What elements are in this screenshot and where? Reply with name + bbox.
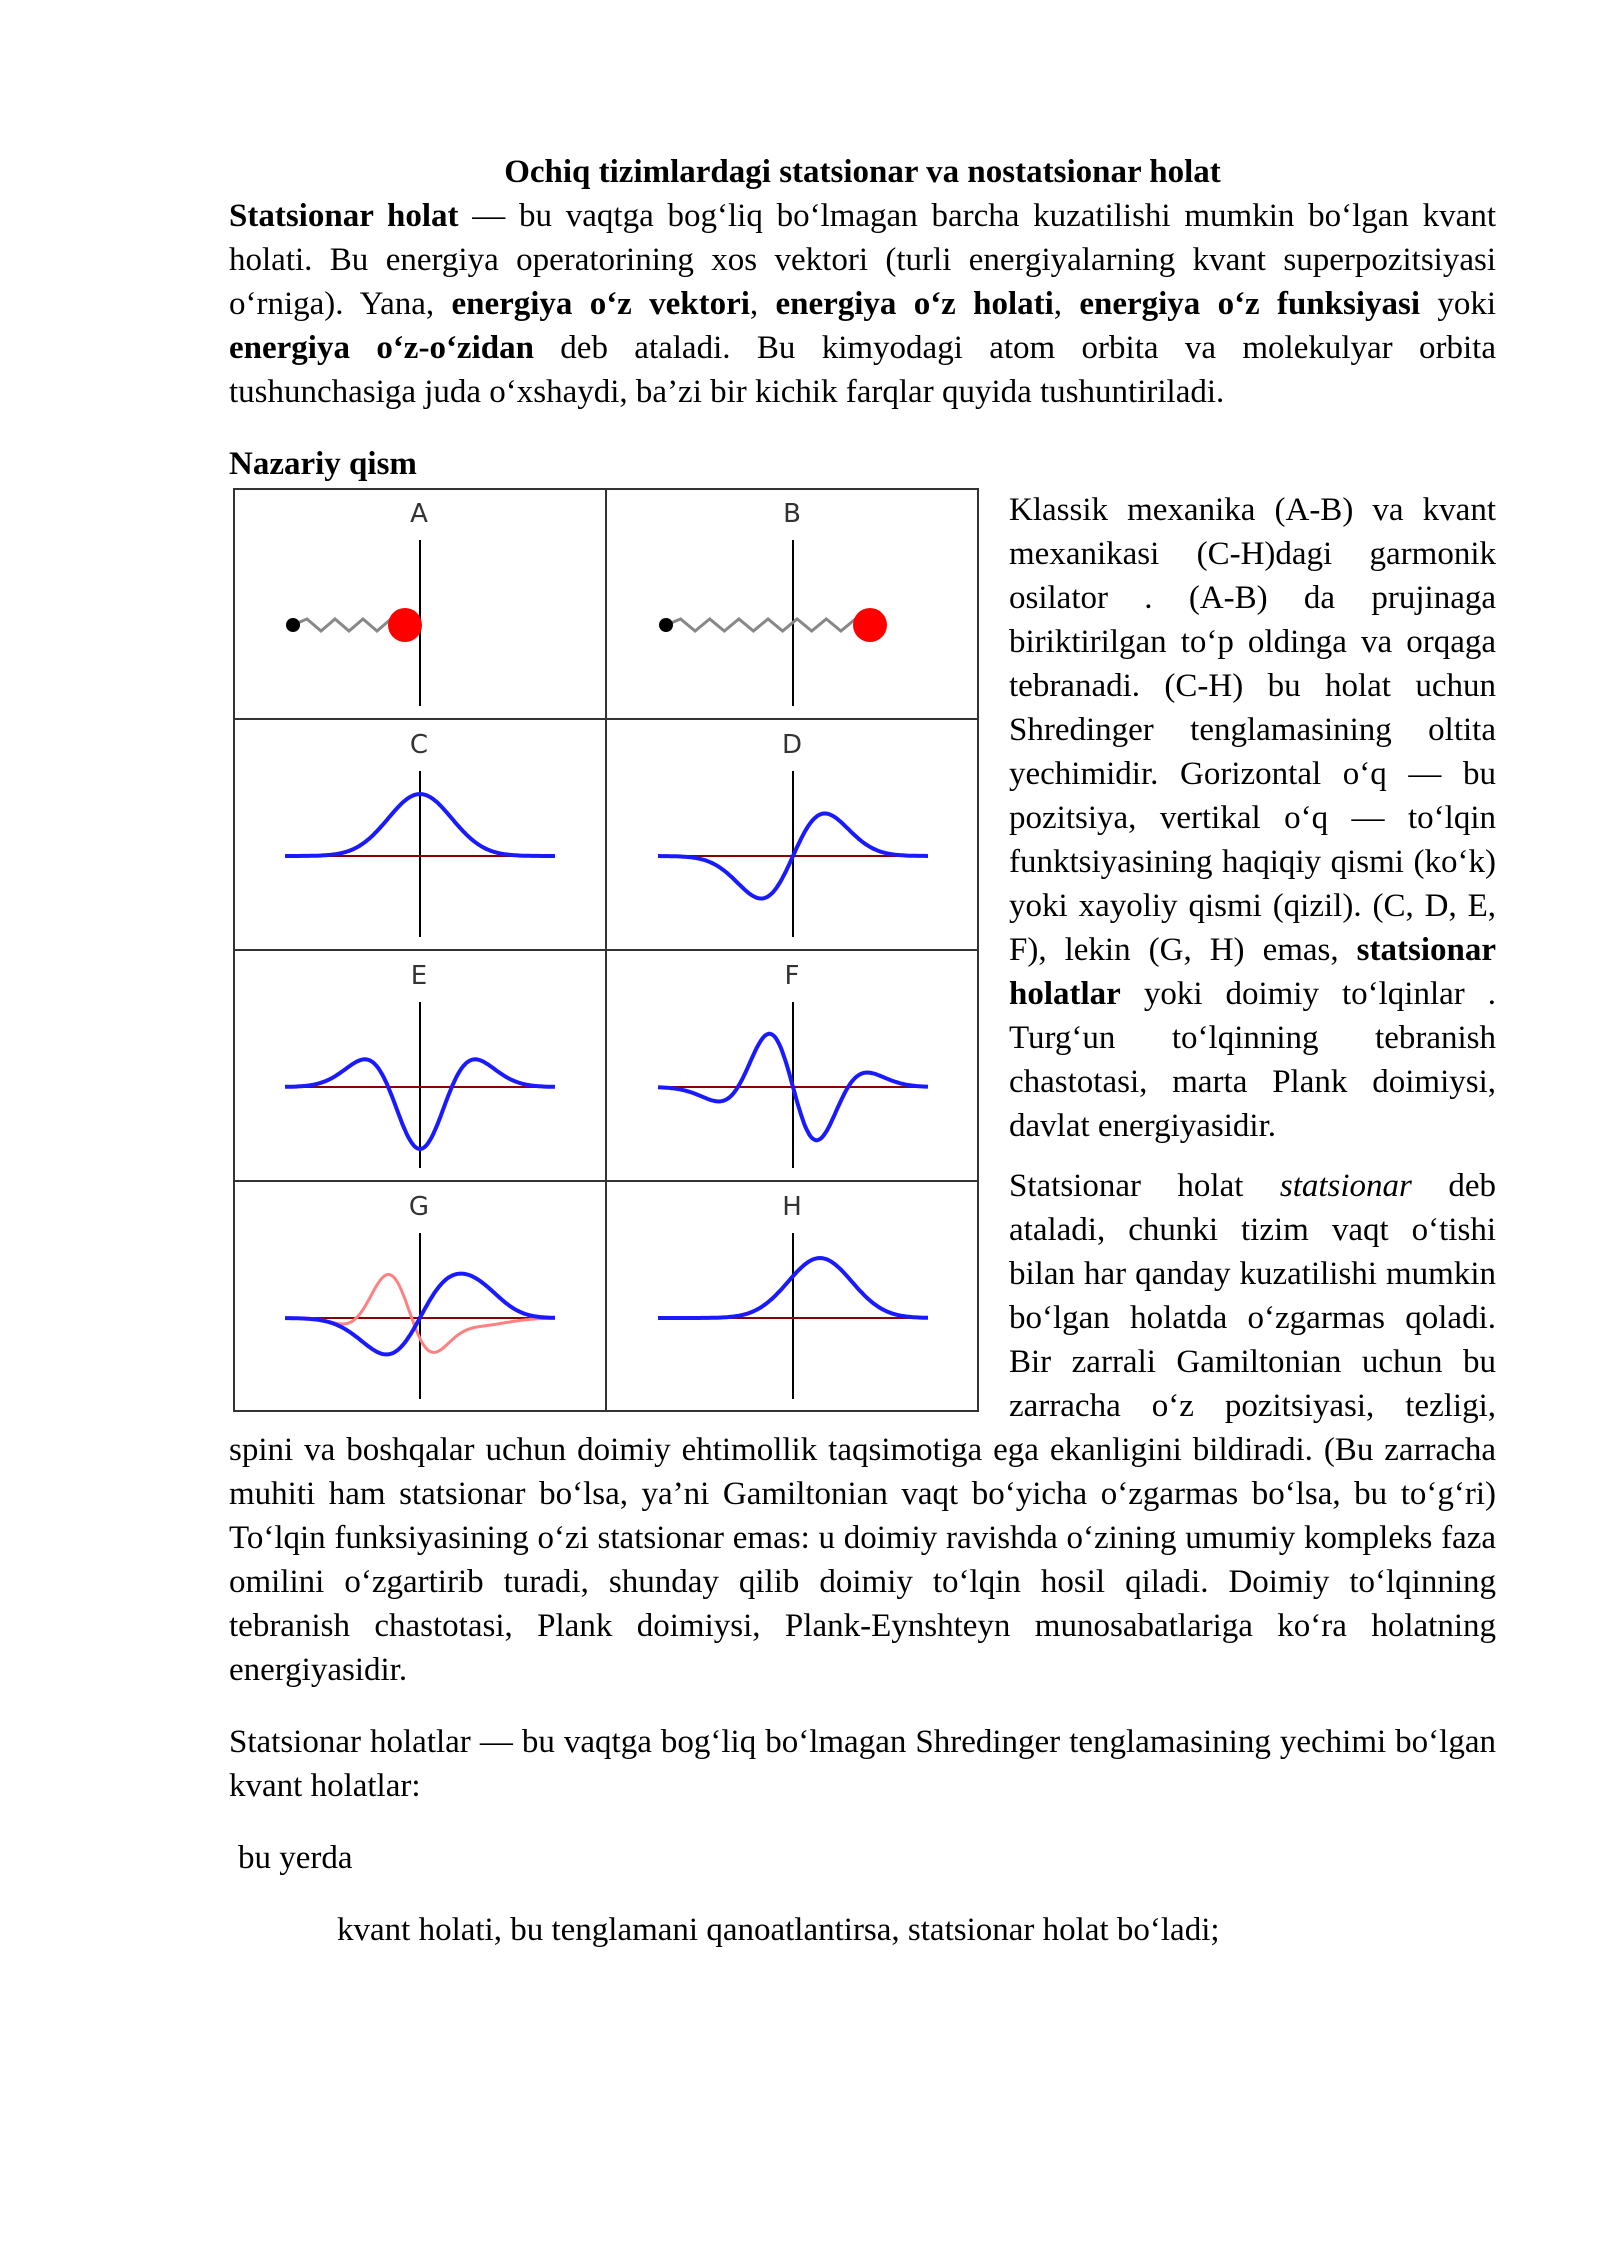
panel-label-h: H — [782, 1192, 802, 1222]
section-heading: Nazariy qism — [229, 446, 417, 482]
panel-label-d: D — [781, 730, 803, 760]
term-energiya-oz-funksiyasi: energiya o‘z funksiyasi — [1079, 286, 1421, 322]
oscillator-ball-a — [388, 608, 422, 642]
figure-caption-paragraph: Klassik mexanika (A-B) va kvant mexanikasi (C-H)dagi garmonik osilator . (A-B) da prujinaga biriktirilgan to‘p oldinga va orqaga tebranadi. (C-H) bu holat uchun Shredinger tenglamasining oltita yechimidir. Gorizontal o‘q — bu pozitsiya, vertikal o‘q — to‘lqin funktsiyasining haqiqiy qismi (ko‘k) yoki xayoliy qismi (qizil). (C, D, E, F), lekin (G, H) emas, statsionar holatlar yoki doimiy to‘lqinlar . Turg‘un to‘lqinning tebranish chastotasi, marta Plank doimiysi, davlat energiyasidir. — [1009, 492, 1496, 1144]
oscillator-panels-svg — [233, 488, 979, 1412]
definition-paragraph: Statsionar holatlar — bu vaqtga bog‘liq bo‘lmagan Shredinger tenglamasining yechimi bo‘lgan kvant holatlar: — [229, 1724, 1496, 1804]
panel-label-g: G — [408, 1192, 430, 1222]
kvant-holati-line: kvant holati, bu tenglamani qanoatlantirsa, statsionar holat bo‘ladi; — [337, 1912, 1220, 1948]
term-energiya-oz-vektori: energiya o‘z vektori — [451, 286, 750, 322]
panel-label-c: C — [409, 730, 429, 760]
harmonic-oscillator-figure — [233, 488, 979, 1412]
term-energiya-oz-ozidan: energiya o‘z-o‘zidan — [229, 330, 534, 366]
term-statsionar-italic: statsionar — [1279, 1168, 1412, 1204]
bu-yerda-line: bu yerda — [238, 1840, 353, 1876]
page-title: Ochiq tizimlardagi statsionar va nostatsionar holat — [504, 154, 1221, 190]
term-statsionar-holatlar: statsionar holatlar — [1009, 932, 1496, 1012]
document-page — [229, 150, 1496, 1952]
anchor-point-b — [659, 618, 673, 632]
intro-paragraph: Statsionar holat — bu vaqtga bog‘liq bo‘lmagan barcha kuzatilishi mumkin bo‘lgan kvant holati. Bu energiya operatorining xos vektori (turli energiyalarning kvant superpozitsiyasi o‘rniga). Yana, energiya o‘z vektori, energiya o‘z holati, energiya o‘z funksiyasi yoki energiya o‘z-o‘zidan deb ataladi. Bu kimyodagi atom orbita va molekulyar orbita tushunchasiga juda o‘xshaydi, ba’zi bir kichik farqlar quyida tushuntiriladi. — [229, 198, 1497, 410]
panel-label-b: B — [783, 499, 801, 529]
anchor-point-a — [286, 618, 300, 632]
oscillator-ball-b — [853, 608, 887, 642]
panel-label-f: F — [784, 961, 800, 991]
term-energiya-oz-holati: energiya o‘z holati — [775, 286, 1054, 322]
panel-label-e: E — [410, 961, 428, 991]
stationary-explanation-paragraph: Statsionar holat statsionar deb ataladi, chunki tizim vaqt o‘tishi bilan har qanday kuzatilishi mumkin bo‘lgan holatda o‘zgarmas qoladi. Bir zarrali Gamiltonian uchun bu zarracha o‘z pozitsiyasi, tezligi, spini va boshqalar uchun doimiy ehtimollik taqsimotiga ega ekanligini bildiradi. (Bu zarracha muhiti ham statsionar bo‘lsa, ya’ni Gamiltonian vaqt bo‘yicha o‘zgarmas bo‘lsa, bu to‘g‘ri) To‘lqin funksiyasining o‘zi statsionar emas: u doimiy ravishda o‘zining umumiy kompleks faza omilini o‘zgartirib turadi, shunday qilib doimiy to‘lqin hosil qiladi. Doimiy to‘lqinning tebranish chastotasi, Plank doimiysi, Plank-Eynshteyn munosabatlariga ko‘ra holatning energiyasidir. — [229, 1168, 1496, 1688]
panel-label-a: A — [410, 499, 428, 529]
term-statsionar-holat: Statsionar holat — [229, 198, 459, 234]
